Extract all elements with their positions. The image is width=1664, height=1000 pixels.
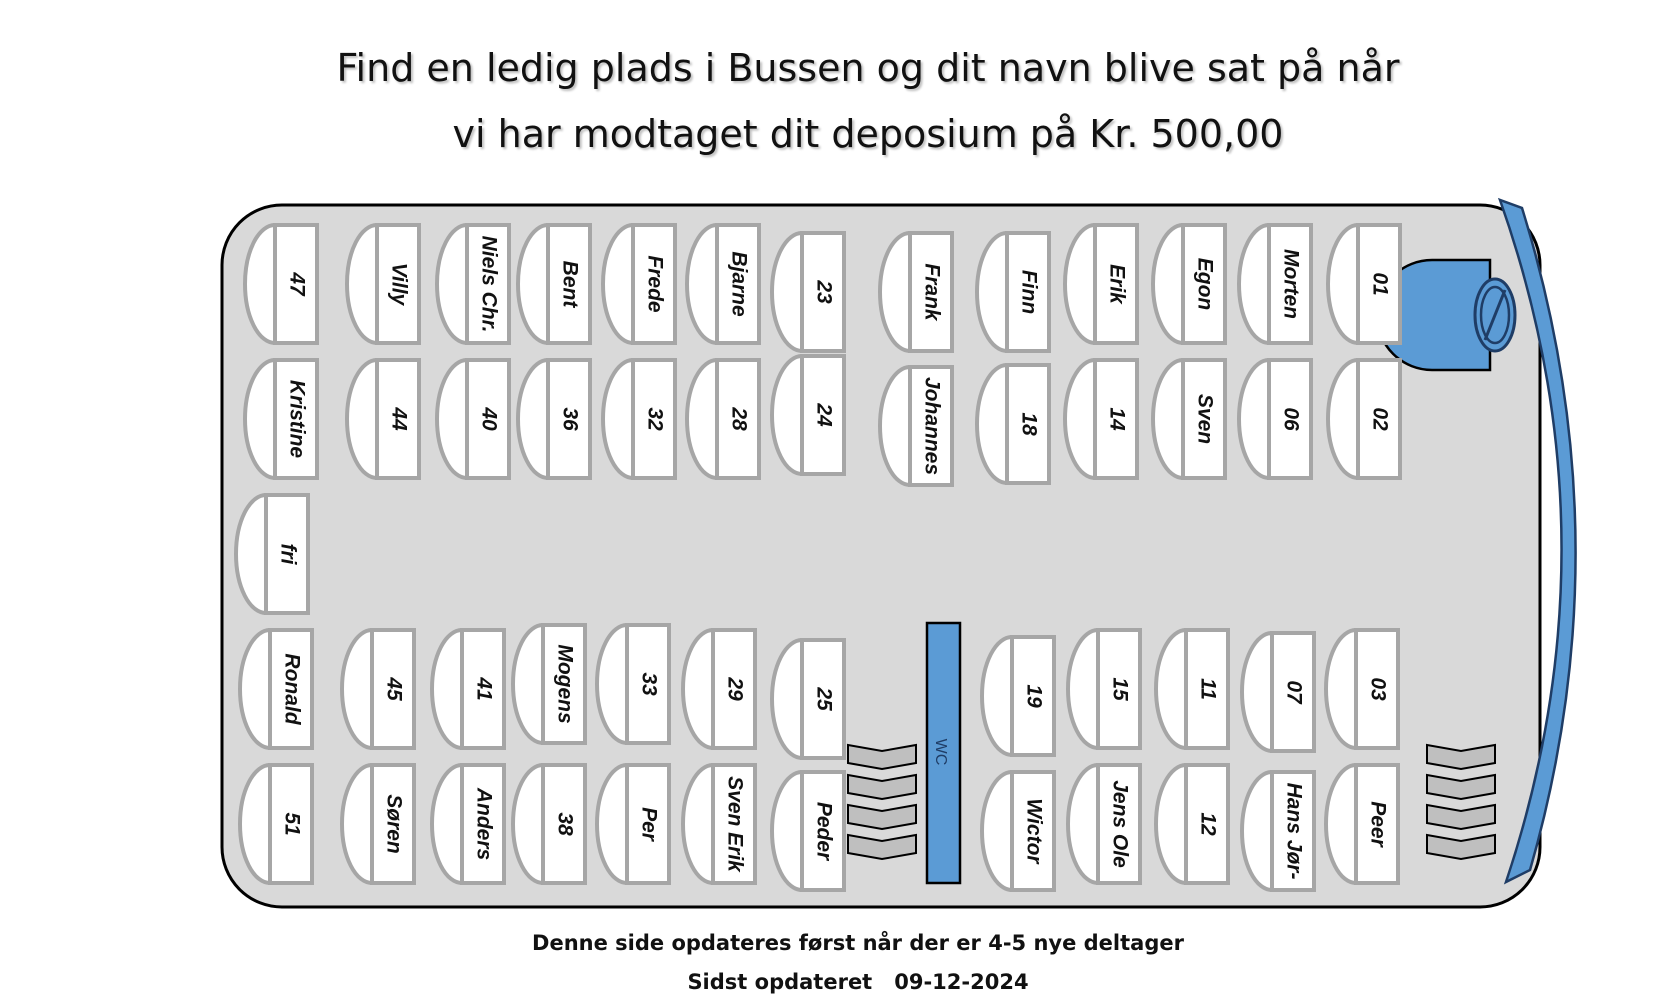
seat-label: 38 (553, 812, 577, 836)
seat-label: 28 (727, 407, 751, 431)
seat[interactable] (240, 630, 312, 748)
seat[interactable] (772, 356, 844, 474)
seat-label: 29 (723, 677, 747, 701)
seat-label: Jens Ole (1108, 780, 1132, 868)
seat-label: Frank (920, 263, 944, 321)
seat-label: Peer (1366, 801, 1390, 847)
wheel-icon (1475, 279, 1515, 351)
seat[interactable] (1068, 630, 1140, 748)
seat-label: Hans Jør- (1282, 782, 1306, 880)
seat[interactable] (437, 225, 509, 343)
seat[interactable] (342, 630, 414, 748)
seat-label: 45 (382, 677, 406, 701)
seat-label: Per (637, 807, 661, 841)
seat-label: Finn (1017, 269, 1041, 315)
seat[interactable] (597, 765, 669, 883)
seat[interactable] (683, 765, 755, 883)
last-updated-label: Sidst opdateret (687, 970, 873, 994)
seat[interactable] (683, 630, 755, 748)
seat-label: Wictor (1022, 798, 1046, 864)
seat[interactable] (1156, 765, 1228, 883)
seat-label: 14 (1105, 407, 1129, 431)
update-notice: Denne side opdateres først når der er 4-5 nye deltager (532, 931, 1184, 955)
seat[interactable] (245, 360, 317, 478)
seat[interactable] (880, 367, 952, 485)
seat[interactable] (977, 233, 1049, 351)
seat[interactable] (1242, 772, 1314, 890)
seat[interactable] (342, 765, 414, 883)
seat-label: Niels Chr. (477, 235, 501, 333)
seat[interactable] (513, 765, 585, 883)
seat-label: Egon (1193, 257, 1217, 311)
seat[interactable] (347, 225, 419, 343)
seat-label: 03 (1366, 677, 1390, 701)
last-updated-date: 09-12-2024 (894, 970, 1029, 994)
seat-label: Anders (472, 787, 496, 861)
seat-label: 24 (812, 403, 836, 427)
seat[interactable] (687, 225, 759, 343)
seat[interactable] (1156, 630, 1228, 748)
seat-label: 18 (1017, 412, 1041, 436)
seat-label: Søren (382, 794, 406, 854)
seat[interactable] (772, 233, 844, 351)
seat[interactable] (1153, 360, 1225, 478)
seat[interactable] (772, 772, 844, 890)
seat-label: 07 (1282, 680, 1306, 704)
seat-label: Peder (812, 801, 836, 861)
seat[interactable] (1065, 360, 1137, 478)
seat-label: 15 (1108, 677, 1132, 701)
seat-label: Ronald (280, 653, 304, 725)
seat-label: 36 (558, 407, 582, 431)
seat-label: 40 (477, 407, 501, 431)
seat[interactable] (597, 625, 669, 743)
seat-label: fri (276, 543, 300, 565)
seat-label: Sven (1193, 393, 1217, 445)
seat-label: 23 (812, 280, 836, 304)
seat[interactable] (772, 640, 844, 758)
seat[interactable] (1242, 633, 1314, 751)
wc-label: WC (932, 738, 949, 766)
last-updated (0, 970, 1664, 994)
seat-label: 47 (285, 272, 309, 296)
seat-label: Mogens (553, 644, 577, 724)
seat[interactable] (977, 365, 1049, 483)
seat-label: Bent (558, 260, 582, 308)
seat[interactable] (236, 495, 308, 613)
seat[interactable] (1153, 225, 1225, 343)
seat-label: 44 (387, 407, 411, 431)
seat[interactable] (432, 765, 504, 883)
seat-label: Frede (643, 255, 667, 313)
seat-label: 51 (280, 812, 304, 836)
seat-label: 06 (1279, 407, 1303, 431)
seat[interactable] (687, 360, 759, 478)
seat[interactable] (518, 225, 590, 343)
seat[interactable] (1328, 225, 1400, 343)
seat[interactable] (1326, 630, 1398, 748)
seat[interactable] (1068, 765, 1140, 883)
seat-label: 33 (637, 672, 661, 696)
seat-label: 11 (1196, 678, 1220, 700)
seat-label: Morten (1279, 249, 1303, 319)
seat[interactable] (240, 765, 312, 883)
seat[interactable] (1239, 225, 1311, 343)
seat-label: Sven Erik (723, 776, 747, 872)
seat[interactable] (432, 630, 504, 748)
seat-label: 41 (472, 677, 496, 701)
seat-label: 19 (1022, 684, 1046, 708)
seat[interactable] (880, 233, 952, 351)
seat-label: 12 (1196, 812, 1220, 836)
seat[interactable] (1239, 360, 1311, 478)
page-title-line-2: vi har modtaget dit deposium på Kr. 500,00 (452, 112, 1284, 156)
seat[interactable] (1326, 765, 1398, 883)
seat-label: Kristine (285, 379, 309, 459)
seat[interactable] (982, 637, 1054, 755)
seat[interactable] (347, 360, 419, 478)
seat[interactable] (518, 360, 590, 478)
seat-label: Villy (387, 262, 411, 306)
page-title-line-1: Find en ledig plads i Bussen og dit navn blive sat på når (336, 46, 1400, 90)
seat[interactable] (1065, 225, 1137, 343)
seat[interactable] (245, 225, 317, 343)
seat[interactable] (437, 360, 509, 478)
seat-label: Erik (1105, 264, 1129, 304)
seat[interactable] (1328, 360, 1400, 478)
seat[interactable] (603, 225, 675, 343)
seat[interactable] (513, 625, 585, 743)
seat[interactable] (603, 360, 675, 478)
seat-label: Johannes (920, 376, 944, 476)
seat-label: 01 (1368, 272, 1392, 296)
seat[interactable] (982, 772, 1054, 890)
seat-label: 25 (812, 687, 836, 711)
seat-label: 32 (643, 407, 667, 431)
seat-label: 02 (1368, 407, 1392, 431)
seat-label: Bjarne (727, 251, 751, 317)
